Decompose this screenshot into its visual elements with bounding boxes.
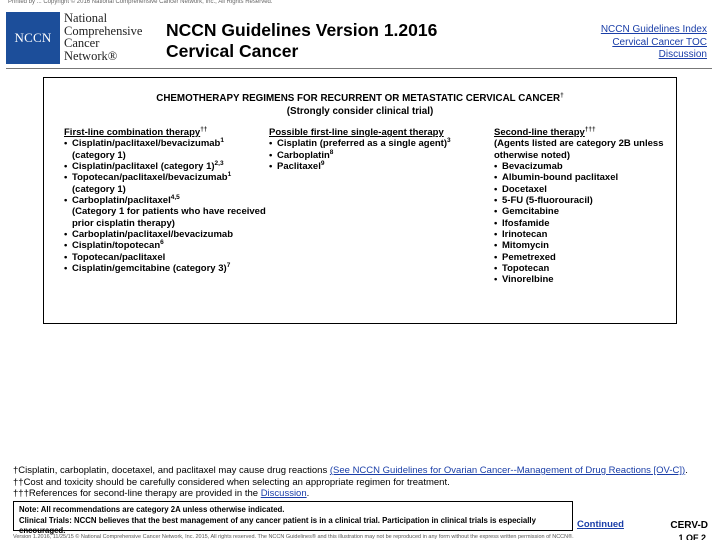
footnote-2: ††Cost and toxicity should be carefully considered when selecting an appropriate regimen for treatment.	[13, 476, 450, 488]
footnote-3	[13, 488, 688, 500]
second-line-column	[494, 127, 674, 286]
footnote-1	[13, 465, 688, 477]
title-topic: Cervical Cancer	[166, 41, 299, 61]
discussion-link[interactable]: Discussion	[658, 49, 707, 61]
regimen-text: Docetaxel	[502, 183, 547, 195]
ovarian-drug-reactions-link[interactable]: (See NCCN Guidelines for Ovarian Cancer--Management of Drug Reactions [OV-C])	[329, 465, 686, 476]
regimen-text: Cisplatin (preferred as a single agent)	[277, 138, 447, 150]
reference-sup: 9	[320, 160, 325, 168]
box-heading-text: CHEMOTHERAPY REGIMENS FOR RECURRENT OR METASTATIC CERVICAL CANCER	[156, 93, 561, 104]
bullet-icon: •	[64, 263, 68, 275]
toc-link[interactable]: Cervical Cancer TOC	[612, 36, 707, 48]
page-title	[166, 20, 437, 62]
note-box	[13, 501, 573, 535]
bullet-icon: •	[64, 240, 68, 252]
reference-sup: 6	[160, 239, 164, 247]
regimen-item	[269, 150, 484, 161]
regimen-text: Gemcitabine	[502, 206, 560, 218]
header-divider	[6, 68, 712, 69]
note-line-2: Clinical Trials: NCCN believes that the best management of any cancer patient is in a clinical trial. Participation in clinical trials is especially encouraged.	[19, 515, 536, 535]
bullet-icon: •	[494, 161, 498, 173]
regimen-item	[494, 161, 674, 172]
regimen-item	[494, 150, 674, 161]
box-heading	[44, 93, 676, 105]
column-heading	[64, 127, 274, 138]
regimen-item	[64, 206, 274, 217]
bullet-icon: •	[494, 263, 498, 275]
regimen-item	[64, 172, 274, 183]
page-number: 1 OF 2	[678, 533, 706, 540]
guidelines-index-link[interactable]: NCCN Guidelines Index	[600, 24, 707, 35]
column-heading-text: First-line combination therapy	[64, 127, 201, 138]
regimen-item	[64, 195, 274, 206]
regimen-item	[494, 184, 674, 195]
reference-sup: 4,5	[170, 194, 180, 202]
column-heading-sup: †††	[584, 126, 596, 133]
print-notice: Printed by ... Copyright © 2016 National Comprehensive Cancer Network, Inc., All Rights Reserved.	[8, 0, 273, 5]
regimen-item	[494, 240, 674, 251]
column-heading-text: Possible first-line single-agent therapy	[269, 127, 444, 138]
regimen-text: Pemetrexed	[502, 251, 556, 263]
regimen-text: Albumin-bound paclitaxel	[502, 172, 619, 184]
bullet-icon: •	[64, 138, 68, 150]
regimen-item	[494, 138, 674, 149]
regimen-list	[269, 138, 484, 172]
bullet-icon: •	[64, 161, 68, 173]
reference-sup: 1	[220, 137, 224, 145]
regimen-item	[64, 229, 274, 240]
bullet-icon: •	[64, 195, 68, 207]
regimen-list	[64, 138, 274, 274]
regimen-text: Cisplatin/paclitaxel (category 1)	[72, 161, 215, 173]
footnotes	[13, 465, 688, 500]
regimen-text: Carboplatin	[277, 149, 330, 161]
bullet-icon: •	[494, 240, 498, 252]
regimen-text: Ifosfamide	[502, 217, 550, 229]
regimen-text: Cisplatin/gemcitabine (category 3)	[72, 263, 227, 275]
regimen-text: Mitomycin	[502, 240, 549, 252]
regimen-text: Vinorelbine	[502, 274, 554, 286]
regimens-box	[43, 77, 677, 324]
bullet-icon: •	[494, 172, 498, 184]
footnote-1-end: .	[685, 465, 688, 476]
regimen-text: Topotecan	[502, 263, 550, 275]
regimen-text: 5-FU (5-fluorouracil)	[502, 195, 593, 207]
title-version: NCCN Guidelines Version 1.2016	[166, 20, 438, 40]
regimen-text: (category 1)	[72, 183, 126, 195]
regimen-item	[64, 263, 274, 274]
regimen-item	[64, 161, 274, 172]
reference-sup: 1	[227, 171, 232, 179]
regimen-item	[269, 161, 484, 172]
regimen-item	[494, 206, 674, 217]
column-heading	[494, 127, 674, 138]
single-agent-column	[269, 127, 484, 172]
regimen-item	[494, 195, 674, 206]
reference-sup: 2,3	[214, 160, 224, 168]
regimen-text: (Category 1 for patients who have received	[72, 206, 266, 218]
footnote-3-text: †††References for second-line therapy are provided in the	[13, 488, 261, 499]
regimen-item	[64, 240, 274, 251]
regimen-text: Bevacizumab	[502, 161, 563, 173]
bullet-icon: •	[269, 149, 273, 161]
regimen-item	[494, 274, 674, 285]
regimen-text: (category 1)	[72, 149, 126, 161]
discussion-footnote-link[interactable]: Discussion	[260, 488, 307, 499]
regimen-item	[64, 218, 274, 229]
regimen-text: Cisplatin/paclitaxel/bevacizumab	[72, 138, 221, 150]
reference-sup: 3	[447, 137, 451, 145]
regimen-item	[494, 218, 674, 229]
column-heading-sup: ††	[200, 126, 208, 133]
box-subheading: (Strongly consider clinical trial)	[286, 106, 434, 117]
regimen-text: Carboplatin/paclitaxel	[72, 195, 171, 207]
bullet-icon: •	[64, 229, 68, 241]
bullet-icon: •	[64, 251, 68, 263]
first-line-column	[64, 127, 274, 274]
column-heading-text: Second-line therapy	[494, 127, 585, 138]
continued-link[interactable]: Continued	[577, 519, 624, 530]
nccn-logo: NCCN	[6, 12, 60, 64]
regimen-text: Topotecan/paclitaxel	[72, 251, 166, 263]
regimen-item	[494, 229, 674, 240]
regimen-list	[494, 138, 674, 285]
logo-line: Comprehensive	[64, 23, 143, 38]
regimen-text: (Agents listed are category 2B unless	[494, 138, 664, 150]
bullet-icon: •	[494, 195, 498, 207]
box-heading-sup: †	[560, 92, 564, 99]
footer-copyright: Version 1.2016, 11/25/15 © National Comprehensive Cancer Network, Inc. 2015, All rights reserved. The NCCN Guidelines® and this illustration may not be reproduced in any form without the express written permission of NCCN®.	[13, 534, 574, 540]
regimen-item	[64, 150, 274, 161]
regimen-text: Paclitaxel	[277, 161, 321, 173]
bullet-icon: •	[494, 206, 498, 218]
regimen-item	[494, 252, 674, 263]
regimen-text: Irinotecan	[502, 229, 548, 241]
bullet-icon: •	[494, 251, 498, 263]
bullet-icon: •	[494, 183, 498, 195]
regimen-item	[64, 252, 274, 263]
regimen-text: Cisplatin/topotecan	[72, 240, 161, 252]
logo-name	[64, 12, 142, 62]
bullet-icon: •	[494, 217, 498, 229]
footnote-3-end: .	[306, 488, 310, 499]
regimen-text: otherwise noted)	[494, 149, 571, 161]
column-heading	[269, 127, 484, 138]
reference-sup: 7	[226, 262, 231, 270]
header-links	[601, 24, 707, 62]
note-line-1: Note: All recommendations are category 2A unless otherwise indicated.	[19, 505, 285, 514]
bullet-icon: •	[269, 138, 273, 150]
bullet-icon: •	[494, 274, 498, 286]
regimen-item	[64, 184, 274, 195]
bullet-icon: •	[64, 172, 68, 184]
regimen-text: prior cisplatin therapy)	[72, 217, 175, 229]
logo-line: National	[64, 11, 108, 25]
regimen-text: Topotecan/paclitaxel/bevacizumab	[72, 172, 228, 184]
regimen-item	[269, 138, 484, 149]
regimen-item	[494, 172, 674, 183]
regimen-item	[64, 138, 274, 149]
regimen-item	[494, 263, 674, 274]
bullet-icon: •	[269, 161, 273, 173]
bullet-icon: •	[494, 229, 498, 241]
page-code: CERV-D	[670, 520, 708, 531]
logo-line: Cancer	[64, 36, 100, 51]
footnote-1-text: †Cisplatin, carboplatin, docetaxel, and paclitaxel may cause drug reactions	[13, 465, 330, 476]
reference-sup: 8	[329, 148, 334, 156]
regimen-text: Carboplatin/paclitaxel/bevacizumab	[72, 229, 234, 241]
logo-line: Network®	[64, 48, 118, 63]
